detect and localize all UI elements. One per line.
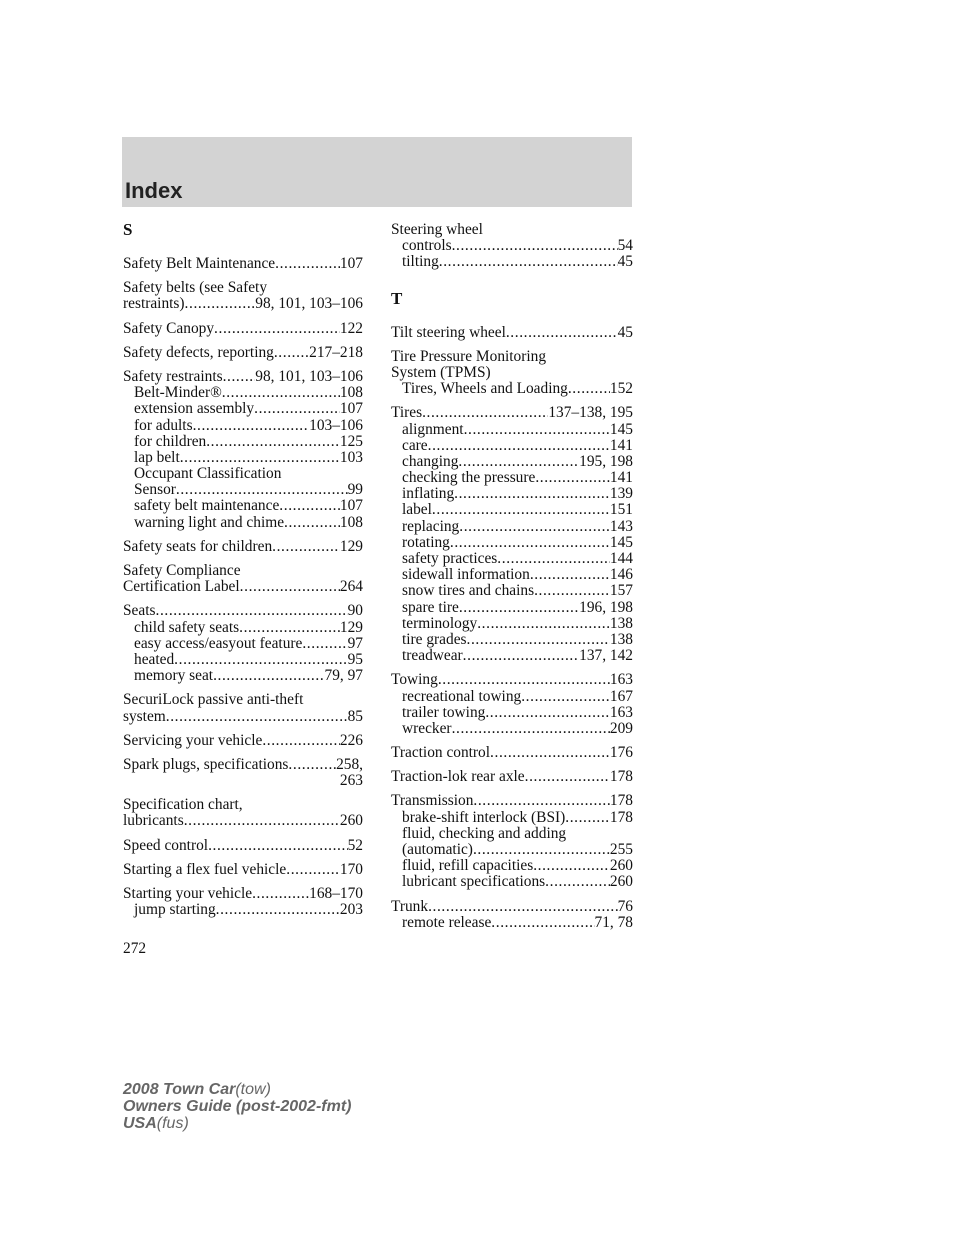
index-entry: [391, 349, 633, 398]
index-subentry: terminology ..... 138: [391, 616, 633, 632]
index-subentry: sidewall information ..... 146: [391, 567, 633, 583]
entry-pages: 122: [339, 319, 363, 337]
entry-term: system: [123, 707, 166, 725]
entry-term: Safety belts (see Safety: [123, 279, 268, 297]
entry-pages: 85: [347, 707, 363, 725]
index-subentry: label ..... 151: [391, 502, 633, 518]
index-column-right: [391, 222, 633, 939]
index-entry: [391, 745, 633, 761]
entry-term: Tires: [391, 404, 423, 422]
page-title: Index: [125, 178, 183, 203]
index-entry: [391, 405, 633, 664]
index-subentry: for adults ..... 103–106: [123, 418, 363, 434]
entry-term: Seats: [123, 602, 156, 620]
entry-term: Safety Compliance: [123, 562, 241, 579]
index-entry: [391, 793, 633, 890]
index-entry: [123, 345, 363, 361]
entry-term: Safety defects, reporting: [123, 343, 274, 361]
entry-pages: 76: [617, 897, 633, 915]
entry-term: Starting a flex fuel vehicle: [123, 860, 287, 878]
index-subentry: wrecker ..... 209: [391, 721, 633, 737]
index-subentry: child safety seats ..... 129: [123, 620, 363, 636]
entry-term: Starting your vehicle: [123, 885, 253, 902]
index-subentry: care ..... 141: [391, 438, 633, 454]
entry-pages: 168–170: [309, 885, 363, 902]
entry-term: Speed control: [123, 836, 209, 854]
index-subentry: tire grades ..... 138: [391, 632, 633, 648]
entry-pages: 129: [339, 537, 363, 555]
index-subentry: replacing ..... 143: [391, 519, 633, 535]
entry-pages: 258,: [336, 755, 363, 773]
index-subentry: easy access/easyout feature ..... 97: [123, 636, 363, 652]
index-subentry: extension assembly ..... 107: [123, 401, 363, 417]
index-entry: [123, 862, 363, 878]
index-subentry: alignment ..... 145: [391, 422, 633, 438]
index-entry: [123, 797, 363, 829]
index-subentry: heated ..... 95: [123, 652, 363, 668]
section-letter: T: [391, 288, 403, 308]
entry-pages: 98, 101, 103–106: [255, 367, 363, 385]
entry-term: Safety seats for children: [123, 537, 273, 555]
entry-term: Traction-lok rear axle: [391, 768, 525, 786]
entry-pages: 137–138, 195: [548, 404, 633, 422]
index-entry: [123, 369, 363, 531]
entry-pages: 52: [347, 836, 363, 854]
entry-term: Safety restraints: [123, 367, 223, 385]
index-subentry: lap belt ..... 103: [123, 450, 363, 466]
index-entry: [123, 757, 363, 789]
entry-term: Tire Pressure Monitoring: [391, 347, 547, 365]
index-subentry: for children ..... 125: [123, 434, 363, 450]
index-subentry: (automatic) ..... 255: [391, 842, 633, 858]
index-entry: [391, 899, 633, 931]
index-subentry: rotating ..... 145: [391, 535, 633, 551]
entry-pages: 217–218: [309, 343, 363, 361]
index-subentry: inflating ..... 139: [391, 486, 633, 502]
entry-term: Safety Belt Maintenance: [123, 255, 276, 272]
index-subentry: checking the pressure ..... 141: [391, 470, 633, 486]
page-number: 272: [123, 940, 147, 957]
index-subentry: remote release ..... 71, 78: [391, 915, 633, 931]
entry-term: Servicing your vehicle: [123, 731, 263, 749]
index-subentry: lubricant specifications ..... 260: [391, 874, 633, 890]
entry-term: Spark plugs, specifications: [123, 755, 289, 773]
entry-pages: 176: [609, 744, 633, 762]
entry-pages: 260: [339, 812, 363, 830]
index-subentry: Sensor ..... 99: [123, 482, 363, 498]
index-subentry: spare tire ..... 196, 198: [391, 600, 633, 616]
entry-term: Specification chart,: [123, 796, 243, 814]
entry-pages: 98, 101, 103–106: [255, 295, 363, 313]
entry-term: Safety Canopy: [123, 319, 215, 337]
index-subentry: warning light and chime ..... 108: [123, 515, 363, 531]
entry-pages: 107: [339, 255, 363, 272]
index-subentry: Belt-Minder® ..... 108: [123, 385, 363, 401]
entry-term: System (TPMS): [391, 363, 491, 381]
index-subentry: trailer towing ..... 163: [391, 705, 633, 721]
index-entry: [123, 733, 363, 749]
footer-document-info: 2008 Town Car(tow) Owners Guide (post-2002-fmt) USA(fus): [123, 1081, 352, 1132]
entry-term: Certification Label: [123, 578, 240, 596]
index-subentry: tilting ..... 45: [391, 254, 633, 270]
index-subentry: treadwear ..... 137, 142: [391, 648, 633, 664]
index-subentry: Occupant Classification: [134, 465, 282, 483]
entry-pages: 170: [339, 860, 363, 878]
entry-term: lubricants: [123, 812, 184, 830]
entry-term: Traction control: [391, 744, 491, 762]
index-entry: [391, 672, 633, 737]
index-entry: [123, 838, 363, 854]
index-entry: [123, 321, 363, 337]
entry-pages: 226: [339, 731, 363, 749]
index-entry: [123, 256, 363, 272]
index-entry: [123, 886, 363, 918]
index-entry: [123, 539, 363, 555]
entry-term: Transmission: [391, 792, 474, 810]
section-letter: S: [123, 220, 133, 239]
index-subentry: fluid, checking and adding: [402, 824, 567, 842]
index-entry: [123, 280, 363, 312]
entry-pages: 45: [617, 323, 633, 341]
index-entry: [123, 603, 363, 684]
index-entry: [391, 222, 633, 271]
entry-pages: 90: [347, 602, 363, 620]
index-subentry: brake-shift interlock (BSI) ..... 178: [391, 810, 633, 826]
index-subentry: memory seat ..... 79, 97: [123, 668, 363, 684]
entry-term: Steering wheel: [391, 221, 483, 238]
index-entry: [391, 325, 633, 341]
index-subentry: Tires, Wheels and Loading ..... 152: [391, 381, 633, 397]
index-entry: [123, 563, 363, 595]
index-subentry: safety belt maintenance ..... 107: [123, 498, 363, 514]
entry-pages: 178: [609, 792, 633, 810]
entry-term: SecuriLock passive anti-theft: [123, 691, 304, 709]
index-entry: [391, 769, 633, 785]
index-entry: [123, 692, 363, 724]
entry-term: Towing: [391, 671, 438, 689]
header-band: [122, 137, 632, 207]
index-subentry: controls ..... 54: [391, 238, 633, 254]
index-subentry: fluid, refill capacities ..... 260: [391, 858, 633, 874]
index-subentry: snow tires and chains ..... 157: [391, 583, 633, 599]
entry-pages-continued: 263: [339, 772, 363, 790]
entry-term: restraints): [123, 295, 185, 313]
index-subentry: recreational towing ..... 167: [391, 689, 633, 705]
index-subentry: safety practices ..... 144: [391, 551, 633, 567]
index-column-left: [123, 222, 363, 926]
entry-term: Tilt steering wheel: [391, 323, 506, 341]
entry-pages: 264: [339, 578, 363, 596]
entry-term: Trunk: [391, 897, 429, 915]
entry-pages: 163: [609, 671, 633, 689]
index-subentry: jump starting ..... 203: [123, 902, 363, 918]
entry-pages: 178: [609, 768, 633, 786]
index-subentry: changing ..... 195, 198: [391, 454, 633, 470]
